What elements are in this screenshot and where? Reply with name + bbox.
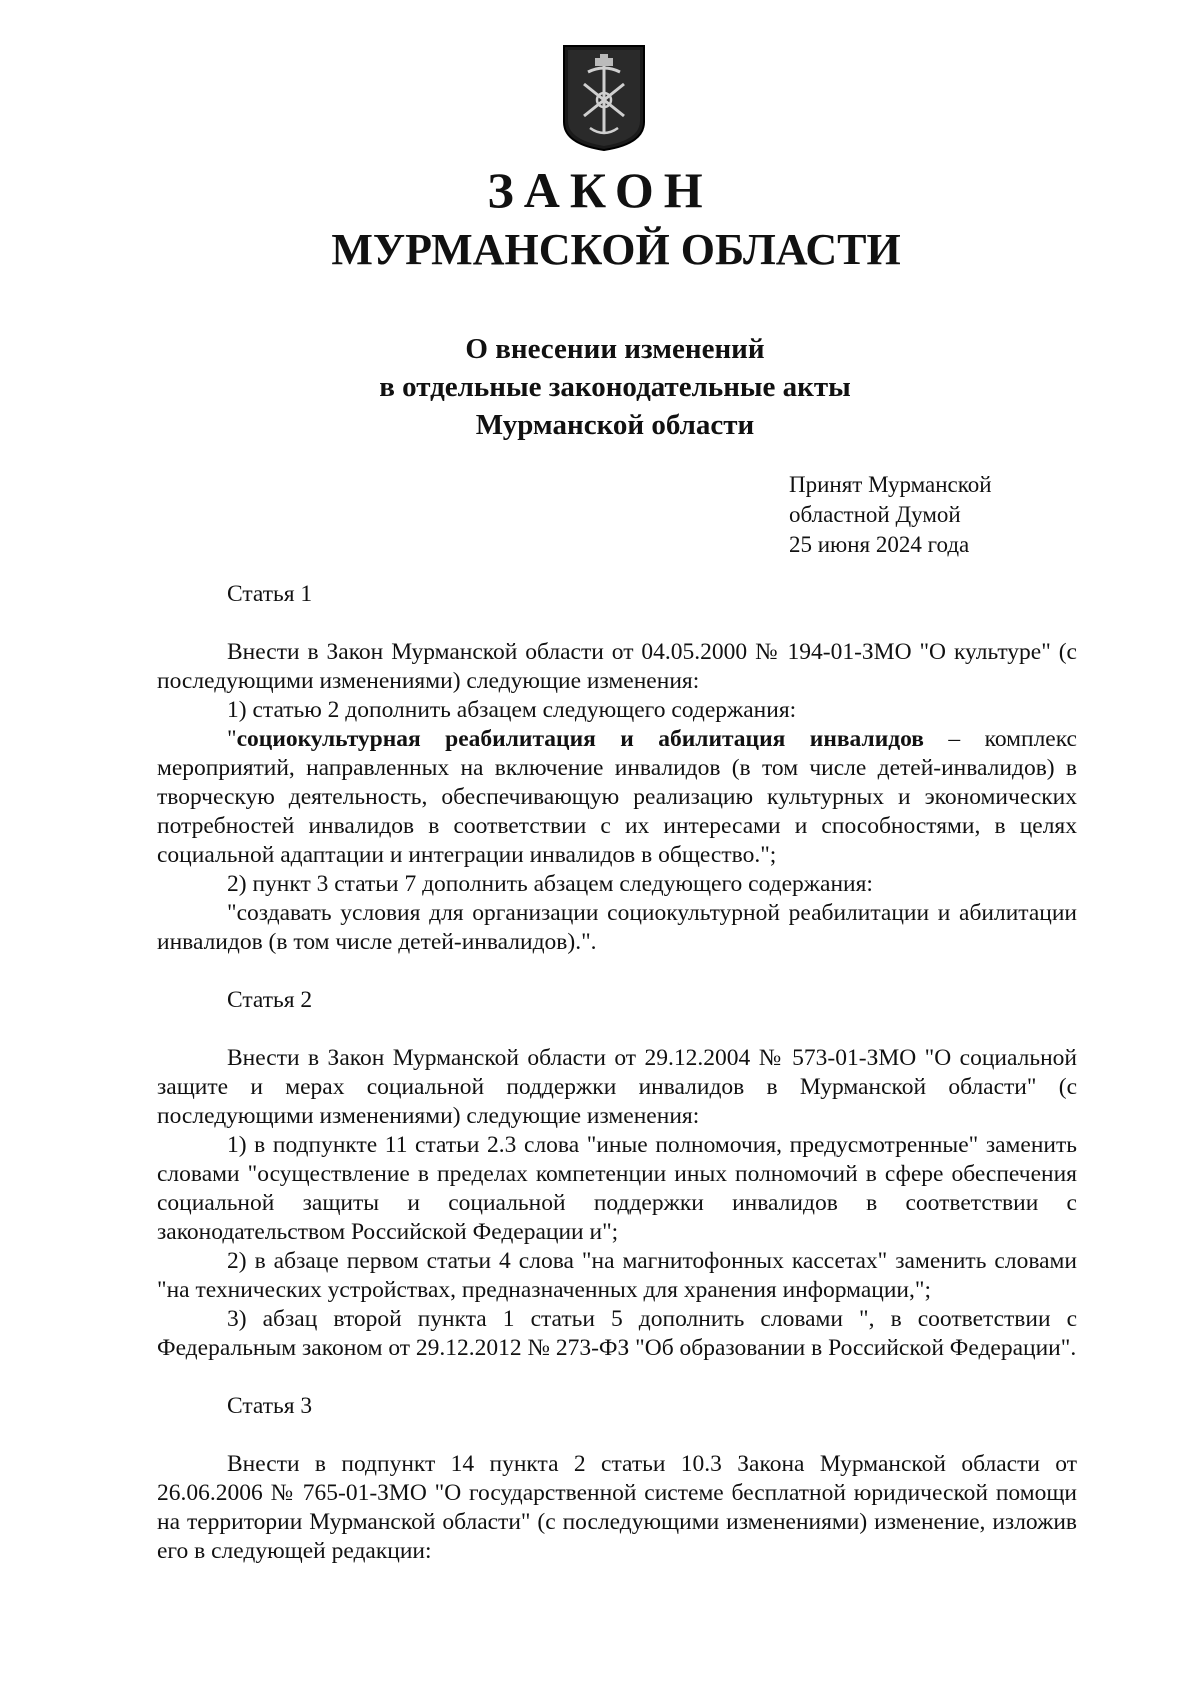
law-title-line-1: О внесении изменений: [465, 333, 765, 365]
article-1-heading: Статья 1: [227, 581, 313, 607]
adoption-note: [789, 470, 992, 560]
article-2-item-3: 3) абзац второй пункта 1 статьи 5 дополнить словами ", в соответствии с Федеральным законом от 29.12.2012 № 273-ФЗ "Об образовании в Российской Федерации".: [157, 1306, 1077, 1361]
article-1-intro: Внести в Закон Мурманской области от 04.05.2000 № 194-01-ЗМО "О культуре" (с последующими изменениями) следующие изменения:: [157, 639, 1077, 694]
article-1-item-1-intro: 1) статью 2 дополнить абзацем следующего содержания:: [227, 697, 797, 723]
article-1-item-2-text: "создавать условия для организации социокультурной реабилитации и абилитации инвалидов (в том числе детей-инвалидов).".: [157, 900, 1077, 955]
quote-open: ": [227, 726, 237, 752]
article-3-intro: Внести в подпункт 14 пункта 2 статьи 10.3 Закона Мурманской области от 26.06.2006 № 765-01-ЗМО "О государственной системе бесплатной юридической помощи на территории Мурманской области" (с последующими изменениями) изменение, изложив его в следующей редакции:: [157, 1451, 1077, 1564]
article-3-heading: Статья 3: [227, 1393, 313, 1419]
law-title-line-3: Мурманской области: [475, 409, 755, 441]
adoption-line-2: областной Думой: [789, 502, 961, 527]
article-2-heading: Статья 2: [227, 987, 313, 1013]
article-1-item-1-text: [157, 725, 1077, 870]
region-title: МУРМАНСКОЙ ОБЛАСТИ: [331, 225, 901, 274]
law-title-line-2: в отдельные законодательные акты: [379, 371, 851, 403]
article-2-item-2: 2) в абзаце первом статьи 4 слова "на магнитофонных кассетах" заменить словами "на технических устройствах, предназначенных для хранения информации,";: [157, 1248, 1077, 1303]
document-body: [157, 580, 1077, 1566]
defined-term: социокультурная реабилитация и абилитация инвалидов: [236, 726, 924, 752]
adoption-date: 25 июня 2024 года: [789, 532, 970, 557]
law-title: [0, 330, 1200, 444]
article-2-intro: Внести в Закон Мурманской области от 29.12.2004 № 573-01-ЗМО "О социальной защите и мерах социальной поддержки инвалидов в Мурманской области" (с последующими изменениями) следующие изменения:: [157, 1045, 1077, 1129]
document-type-title: ЗАКОН: [487, 162, 713, 218]
term-definition: – комплекс мероприятий, направленных на включение инвалидов (в том числе детей-инвалидов) в творческую деятельность, обеспечивающую реализацию культурных и экономических потребностей инвалидов в соответствии с их интересами и способностями, в целях социальной адаптации и интеграции инвалидов в общество.";: [157, 726, 1077, 868]
article-1-item-2-intro: 2) пункт 3 статьи 7 дополнить абзацем следующего содержания:: [227, 871, 873, 897]
article-2-item-1: 1) в подпункте 11 статьи 2.3 слова "иные полномочия, предусмотренные" заменить словами "осуществление в пределах компетенции иных полномочий в сфере обеспечения социальной защиты и социальной поддержки инвалидов в соответствии с законодательством Российской Федерации и";: [157, 1132, 1077, 1245]
coat-of-arms-emblem: [562, 44, 646, 152]
adoption-line-1: Принят Мурманской: [789, 472, 992, 497]
